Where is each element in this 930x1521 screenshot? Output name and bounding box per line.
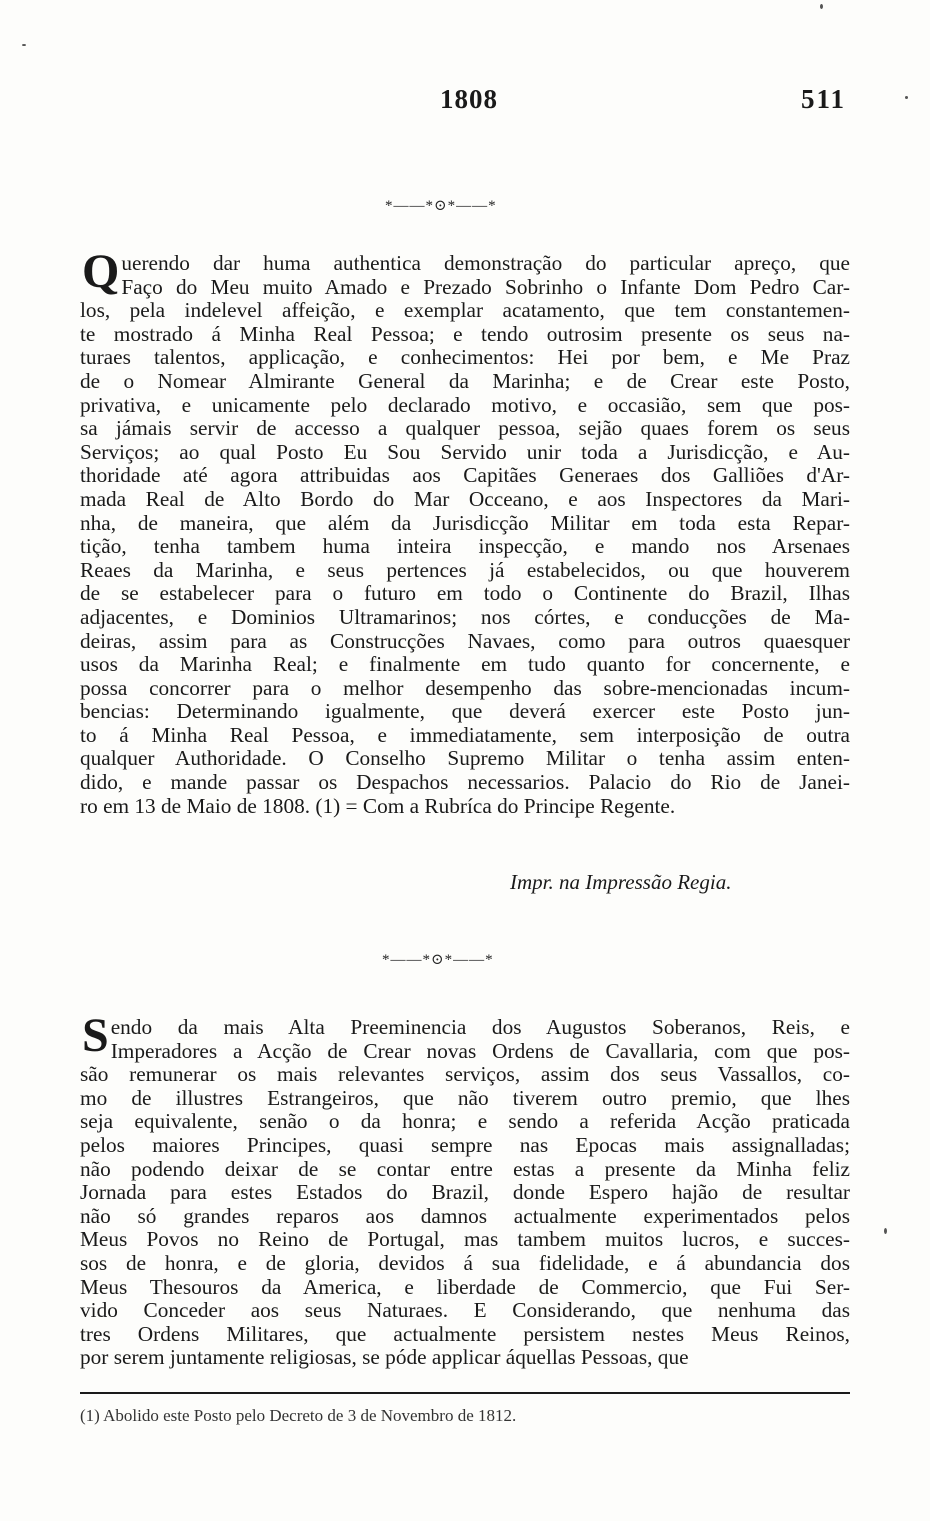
text-line: endo da mais Alta Preeminencia dos Augustos Soberanos, Reis, e (110, 1016, 850, 1039)
text-line: Serviços; ao qual Posto Eu Sou Servido unir toda a Jurisdicção, e Au- (80, 440, 850, 464)
text-line: adjacentes, e Dominios Ultramarinos; nos córtes, e conducções de Ma- (80, 605, 850, 629)
print-speck (820, 4, 823, 9)
text-line: privativa, e unicamente pelo declarado motivo, e occasião, sem que pos- (80, 393, 850, 417)
text-line: mada Real de Alto Bordo do Mar Occeano, e aos Inspectores da Mari- (80, 487, 850, 511)
text-line: são remunerar os mais relevantes serviços, assim dos seus Vassallos, co- (80, 1063, 850, 1087)
text-line: mo de illustres Estrangeiros, que não tiverem outro premio, que lhes (80, 1086, 850, 1110)
header-year: 1808 (440, 84, 498, 114)
text-line: de o Nomear Almirante General da Marinha; e de Crear este Posto, (80, 369, 850, 393)
running-head (80, 84, 850, 116)
text-line: te mostrado á Minha Real Pessoa; e tendo outrosim presente os seus na- (80, 322, 850, 346)
text-line: Meus Povos no Reino de Portugal, mas tambem muitos lucros, e succes- (80, 1228, 850, 1252)
text-line: vido Conceder aos seus Naturaes. E Considerando, que nenhuma das (80, 1299, 850, 1323)
text-line: por serem juntamente religiosas, se póde applicar áquellas Pessoas, que (80, 1346, 689, 1370)
decree-paragraph-1 (80, 245, 850, 818)
text-line: nha, de maneira, que além da Jurisdicção Militar em toda esta Repar- (80, 511, 850, 535)
text-line: seja equivalente, senão o da honra; e sendo a referida Acção praticada (80, 1110, 850, 1134)
decree-paragraph-2 (80, 1009, 850, 1370)
text-line: possa concorrer para o melhor desempenho das sobre-mencionadas incum- (80, 676, 850, 700)
text-line: Meus Thesouros da America, e liberdade de Commercio, que Fui Ser- (80, 1275, 850, 1299)
imprint-line: Impr. na Impressão Regia. (510, 870, 732, 894)
text-line: Faço do Meu muito Amado e Prezado Sobrinho o Infante Dom Pedro Car- (121, 275, 850, 299)
page-number: 511 (800, 84, 846, 114)
text-line: los, pela indelevel affeição, e exemplar acatamento, que tem constantemen- (80, 299, 850, 323)
text-line: dido, e mande passar os Despachos necessarios. Palacio do Rio de Janei- (80, 771, 850, 795)
text-line: bencias: Determinando igualmente, que deverá exercer este Posto jun- (80, 700, 850, 724)
print-speck (22, 44, 26, 46)
text-line: Reaes da Marinha, e seus pertences já estabelecidos, ou que houverem (80, 558, 850, 582)
text-line: to á Minha Real Pessoa, e immediatamente, sem interposição de outra (80, 723, 850, 747)
text-line: thoridade até agora attribuidas aos Capitães Generaes dos Galliões d'Ar- (80, 464, 850, 488)
text-line: de se estabelecer para o futuro em todo o Continente do Brazil, Ilhas (80, 582, 850, 606)
ornament-middle: *——*⊙*——* (382, 952, 494, 968)
text-line: não só grandes reparos aos damnos actualmente experimentados pelos (80, 1204, 850, 1228)
text-line: qualquer Authoridade. O Conselho Supremo Militar o tenha assim enten- (80, 747, 850, 771)
text-line: tres Ordens Militares, que actualmente persistem nestes Meus Reinos, (80, 1322, 850, 1346)
text-line: ro em 13 de Maio de 1808. (1) = Com a Rubríca do Principe Regente. (80, 794, 676, 818)
ornament-top: *——*⊙*——* (385, 198, 497, 214)
print-speck (905, 96, 908, 99)
text-line: não podendo deixar de se contar entre estas a presente da Minha feliz (80, 1157, 850, 1181)
text-line: uerendo dar huma authentica demonstração do particular apreço, que (121, 252, 850, 275)
footnote: (1) Abolido este Posto pelo Decreto de 3 de Novembro de 1812. (80, 1406, 517, 1425)
drop-cap: Q (82, 245, 120, 298)
print-speck (884, 1228, 887, 1234)
text-line: sos de honra, e de gloria, devidos á sua fidelidade, e á abundancia dos (80, 1251, 850, 1275)
text-line: usos da Marinha Real; e finalmente em tudo quanto for concernente, e (80, 653, 850, 677)
text-line: deiras, assim para as Construcções Navaes, como para outros quaesquer (80, 629, 850, 653)
text-line: turaes talentos, applicação, e conhecimentos: Hei por bem, e Me Praz (80, 346, 850, 370)
drop-cap: S (82, 1009, 109, 1062)
text-line: sa jámais servir de accesso a qualquer pessoa, sejão quaes forem os seus (80, 417, 850, 441)
text-line: Jornada para estes Estados do Brazil, donde Espero hajão de resultar (80, 1181, 850, 1205)
text-line: tição, tenha tambem huma inteira inspecção, e mando nos Arsenaes (80, 535, 850, 559)
text-line: Imperadores a Acção de Crear novas Ordens de Cavallaria, com que pos- (110, 1039, 850, 1063)
text-line: pelos maiores Principes, quasi sempre nas Epocas mais assignalladas; (80, 1133, 850, 1157)
footnote-rule (80, 1392, 850, 1394)
